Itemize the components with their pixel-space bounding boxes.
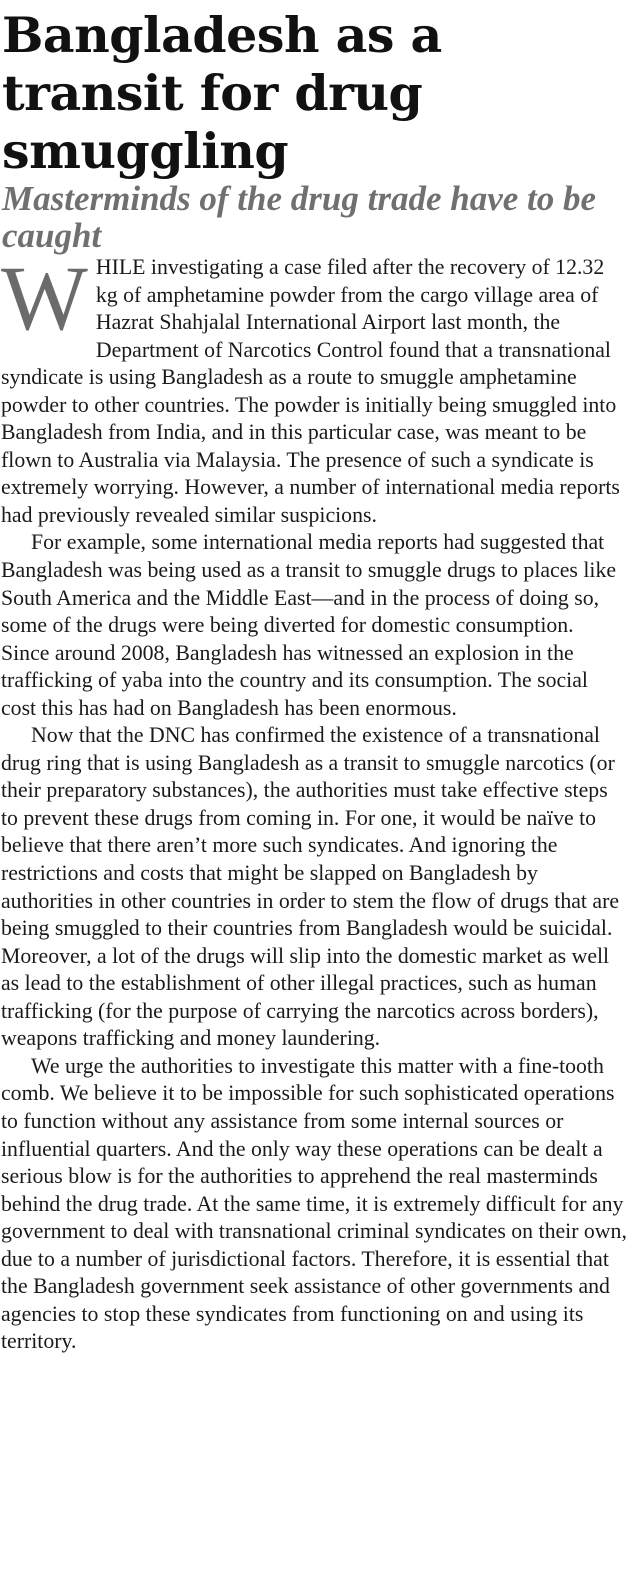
paragraph-2: For example, some international media reports had suggested that Bangladesh was being used as a transit to smuggle drugs to places like South America and the Middle East—and in the process of doing so, some of the drugs were being diverted for domestic consumption. Since around 2008, Bangladesh has witnessed an explosion in the trafficking of yaba into the country and its consumption. The social cost this has had on Bangladesh has been enormous. (1, 530, 617, 720)
headline: Bangladesh as a transit for drug smuggling (2, 6, 442, 180)
paragraph-4: We urge the authorities to investigate this matter with a fine-tooth comb. We believe it to be impossible for such sophisticated operations to function without any assistance from some internal sources or influential quarters. And the only way these operations can be dealt a serious blow is for the authorities to apprehend the real masterminds behind the drug trade. At the same time, it is extremely difficult for any government to deal with transnational criminal syndicates on their own, due to a number of jurisdictional factors. Therefore, it is essential that the Bangladesh government seek assistance of other governments and agencies to stop these syndicates from functioning on and using its territory. (1, 1053, 627, 1354)
article-body (0, 247, 629, 1356)
subheadline: Masterminds of the drug trade have to be caught (2, 179, 597, 255)
paragraph-1 (1, 247, 627, 529)
drop-cap: W (1, 247, 88, 349)
paragraph-1-text: HILE investigating a case filed after the recovery of 12.32 kg of amphetamine powder from the cargo village area of Hazrat Shahjalal International Airport last month, the Department of Narcotics Control found that a transnational syndicate is using Bangladesh as a route to smuggle amphetamine powder to other countries. The powder is initially being smuggled into Bangladesh from India, and in this particular case, was meant to be flown to Australia via Malaysia. The presence of such a syndicate is extremely worrying. However, a number of international media reports had previously revealed similar suspicions. (1, 255, 620, 527)
paragraph-3: Now that the DNC has confirmed the existence of a transnational drug ring that is using Bangladesh as a transit to smuggle narcotics (or their preparatory substances), the authorities must take effective steps to prevent these drugs from coming in. For one, it would be naïve to believe that there aren’t more such syndicates. And ignoring the restrictions and costs that might be slapped on Bangladesh by authorities in other countries in order to stem the flow of drugs that are being smuggled to their countries from Bangladesh would be suicidal. Moreover, a lot of the drugs will slip into the domestic market as well as lead to the establishment of other illegal practices, such as human trafficking (for the purpose of carrying the narcotics across borders), weapons trafficking and money laundering. (1, 723, 620, 1051)
